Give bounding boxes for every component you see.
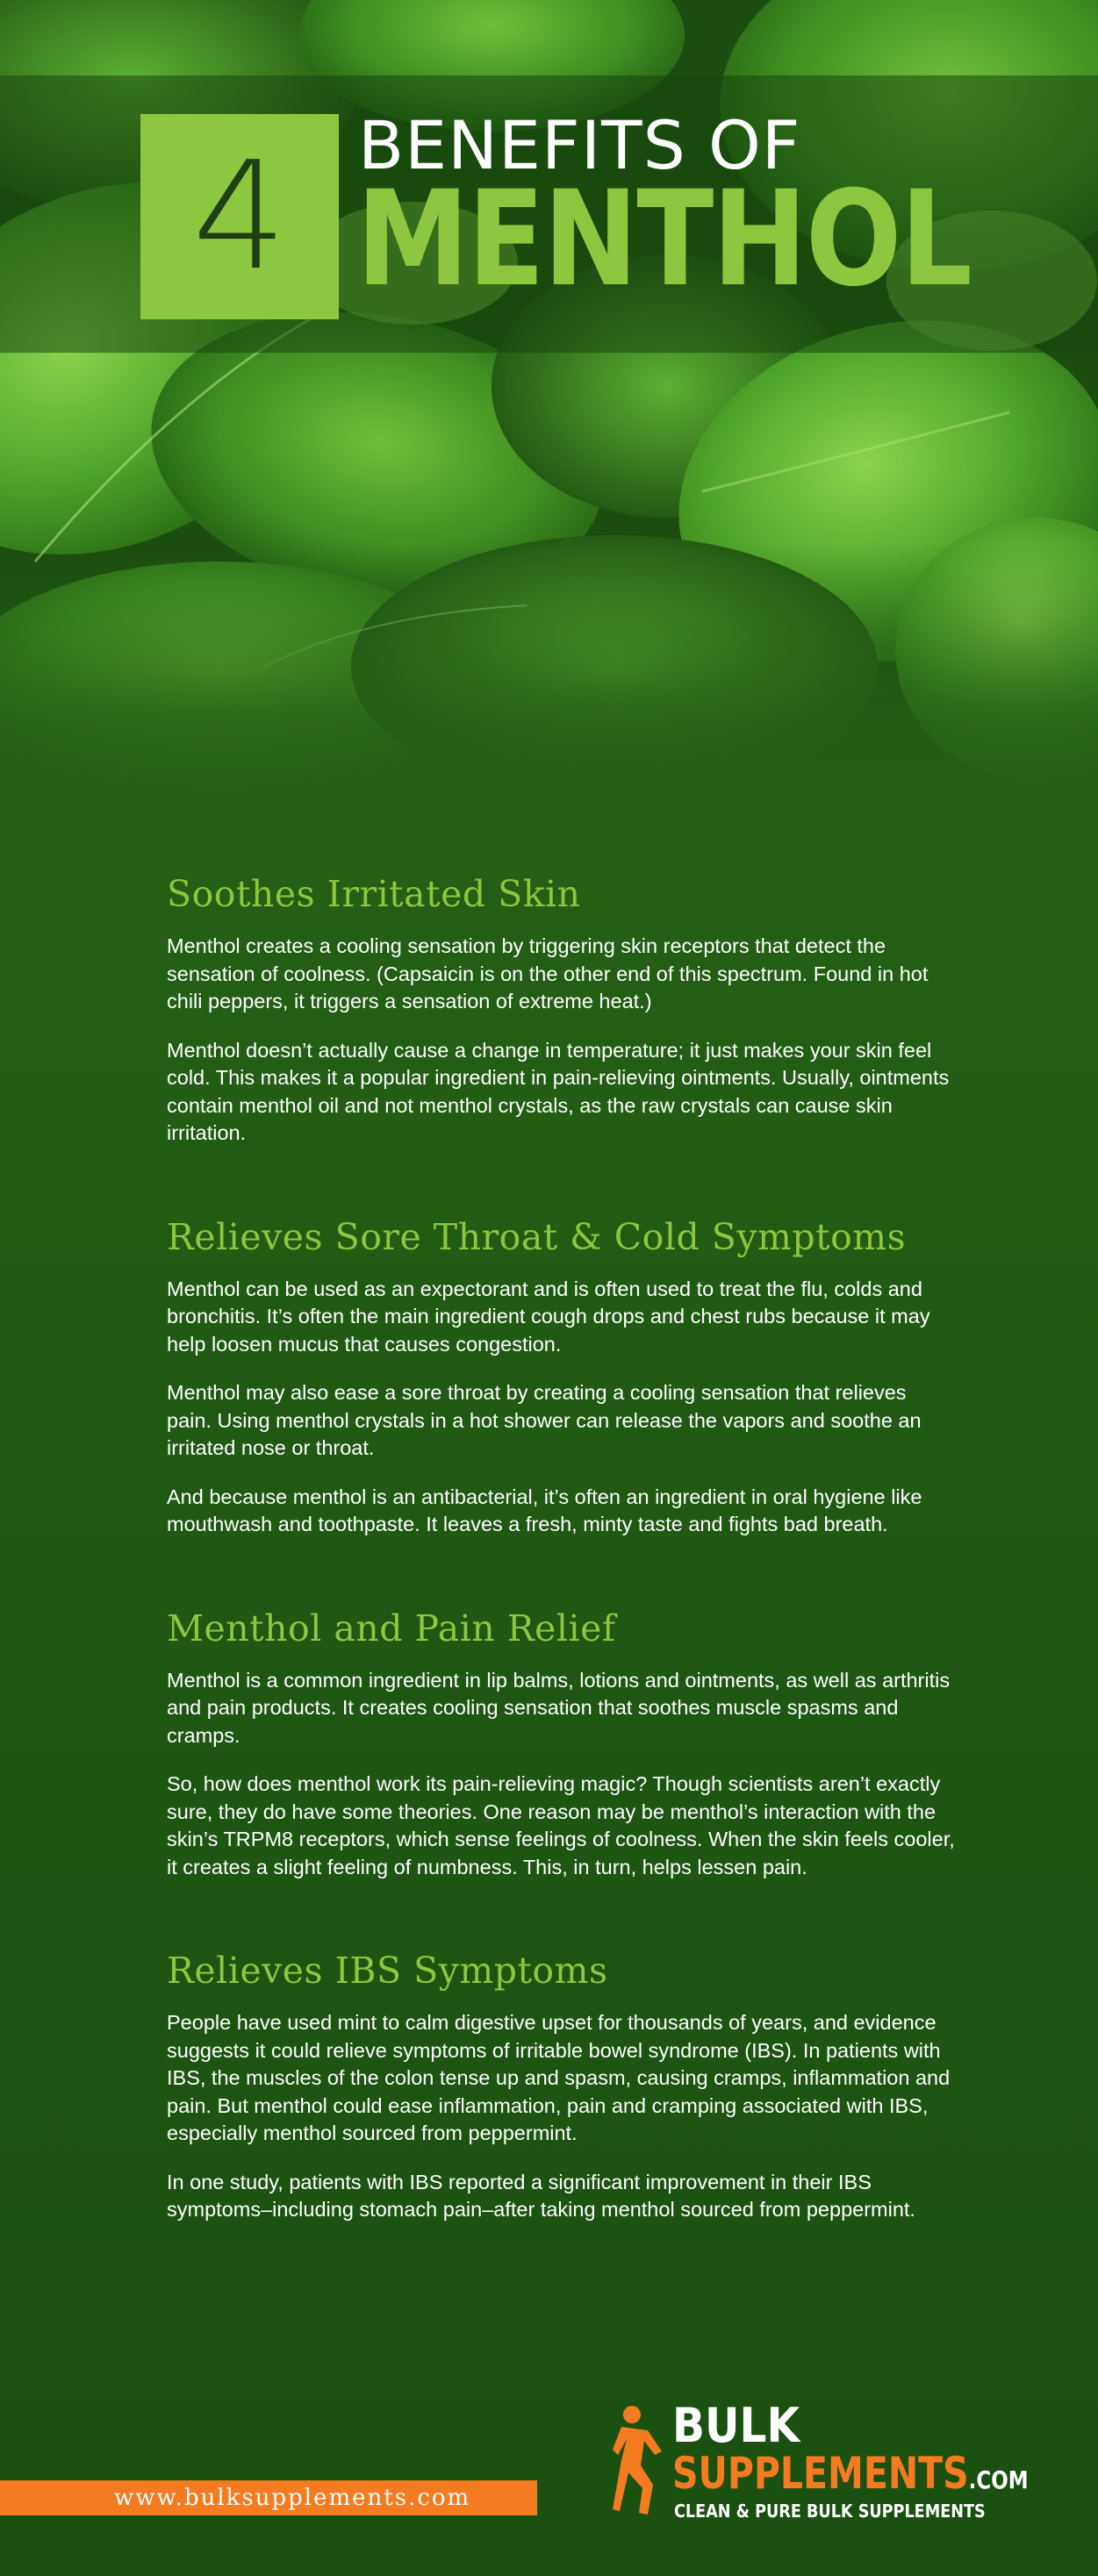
title-line-2: MENTHOL [356,163,972,316]
section-paragraph: People have used mint to calm digestive upset for thousands of years, and evidence suggests it could relieve symptoms of irritable bowel syndrome (IBS). In patients with IBS, the muscles of the colon tense up and spasm, causing cramps, inflammation and pain. But menthol could ease inflammation, pain and cramping associated with IBS, especially menthol sourced from peppermint. [167,2011,951,2144]
section-paragraph: Menthol can be used as an expectorant and is often used to treat the flu, colds and bronchitis. It’s often the main ingredient cough drops and chest rubs because it may help loosen mucus that causes congestion. [167,1277,930,1356]
section-paragraph: So, how does menthol work its pain-relieving magic? Though scientists aren’t exactly sure, they do have some theories. One reason may be menthol’s interaction with the skin’s TRPM8 receptors, which sense feelings of coolness. When the skin feels cooler, it creates a slight feeling of numbness. This, in turn, helps lessen pain. [167,1772,955,1878]
section-paragraph: And because menthol is an antibacterial, it’s often an ingredient in oral hygiene like mouthwash and toothpaste. It leaves a fresh, minty taste and fights bad breath. [167,1485,922,1535]
brand-tagline: CLEAN & PURE BULK SUPPLEMENTS [674,2501,986,2522]
section-heading: Menthol and Pain Relief [167,1606,616,1649]
brand-supplements-text: SUPPLEMENTS [672,2448,969,2499]
title-line-1: BENEFITS OF [358,106,801,184]
number-badge [140,114,339,319]
section-sore-throat [167,1216,957,1539]
section-ibs [167,1950,957,2224]
brand-name-line-2 [672,2448,1029,2499]
brand-suffix: .COM [968,2465,1029,2494]
section-heading: Relieves Sore Throat & Cold Symptoms [167,1215,907,1258]
brand-logo [613,2398,1051,2534]
section-paragraph: Menthol creates a cooling sensation by triggering skin receptors that detect the sensation of coolness. (Capsaicin is on the other end of this spectrum. Found in hot chili peppers, it triggers a sensation of extreme heat.) [167,934,929,1013]
runner-figure-icon [613,2404,669,2518]
website-url-bar [0,2480,537,2515]
hero-gradient-fade [0,544,1098,834]
section-heading: Soothes Irritated Skin [167,873,581,915]
section-pain-relief [167,1607,957,1882]
section-paragraph: In one study, patients with IBS reported a significant improvement in their IBS symptoms–including stomach pain–after taking menthol sourced from peppermint. [167,2170,915,2221]
benefits-content [167,873,957,2293]
website-link[interactable]: www.bulksupplements.com [114,2485,471,2511]
section-paragraph: Menthol may also ease a sore throat by creating a cooling sensation that relieves pain. Using menthol crystals in a hot shower can release the vapors and soothe an irritated nose or throat. [167,1381,922,1459]
section-soothes-skin [167,873,957,1148]
section-paragraph: Menthol doesn’t actually cause a change in temperature; it just makes your skin feel cold. This makes it a popular ingredient in pain-relieving ointments. Usually, ointments contain menthol oil and not menthol crystals, as the raw crystals can cause skin irritation. [167,1038,950,1144]
benefit-count: 4 [191,130,288,304]
brand-name-line-1: BULK [672,2398,800,2453]
section-paragraph: Menthol is a common ingredient in lip balms, lotions and ointments, as well as arthritis and pain products. It creates cooling sensation that soothes muscle spasms and cramps. [167,1668,951,1747]
section-heading: Relieves IBS Symptoms [167,1950,608,1992]
